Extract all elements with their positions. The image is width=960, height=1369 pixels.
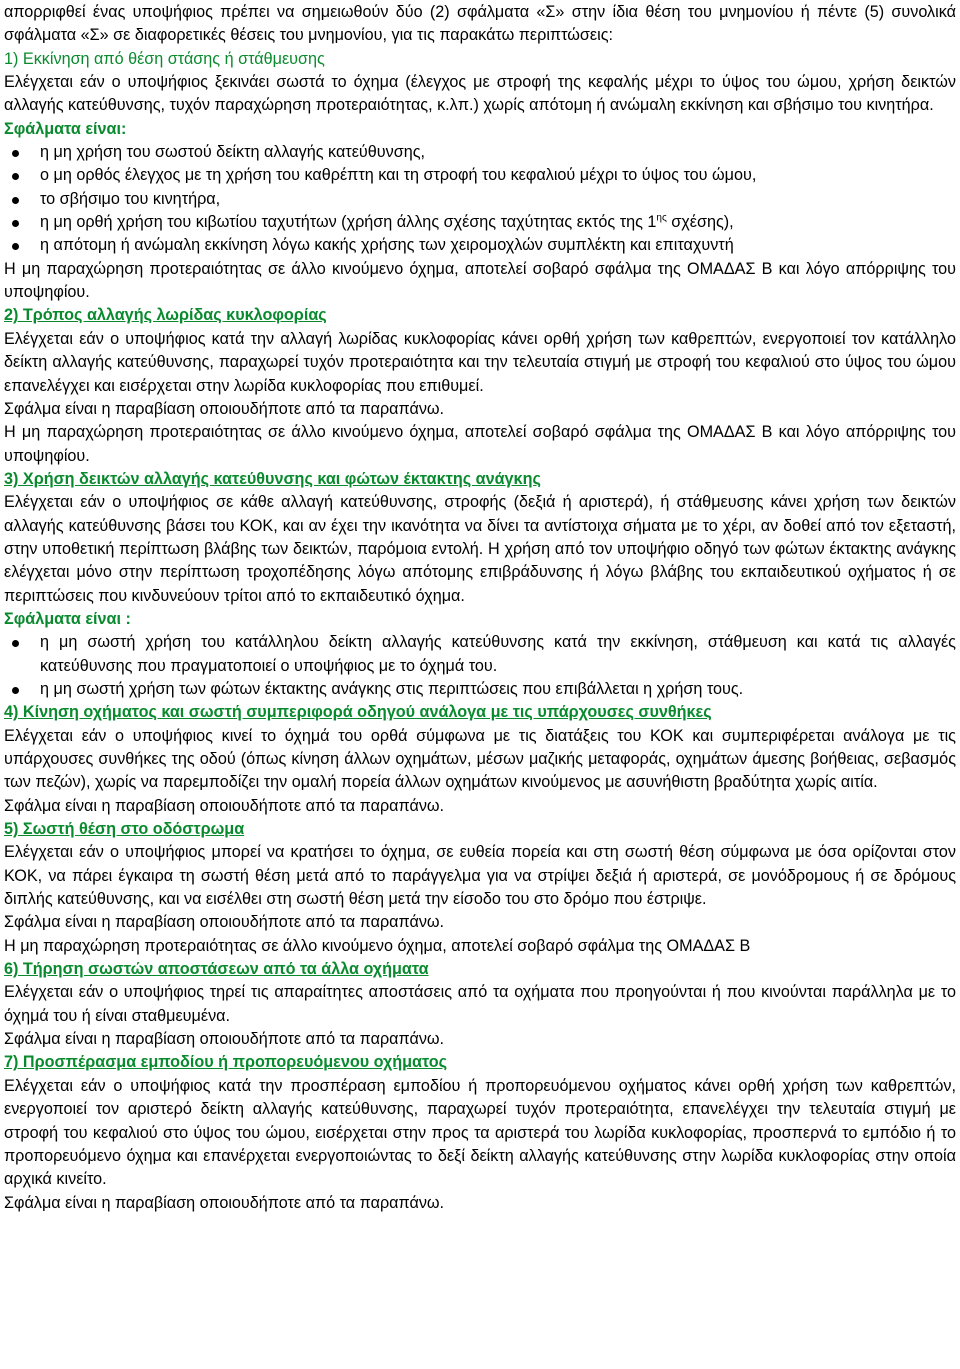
list-item: η μη σωστή χρήση των φώτων έκτακτης ανάγκης στις περιπτώσεις που επιβάλλεται η χρήση τους.: [40, 678, 956, 701]
superscript: ης: [656, 212, 667, 224]
intro-paragraph: απορριφθεί ένας υποψήφιος πρέπει να σημειωθούν δύο (2) σφάλματα «Σ» στην ίδια θέση του μνημονίου ή πέντε (5) συνολικά σφάλματα «Σ» σε διαφορετικές θέσεις του μνημονίου, για τις παρακάτω περιπτώσεις:: [4, 3, 956, 45]
section7-body: Ελέγχεται εάν ο υποψήφιος κατά την προσπέραση εμποδίου ή προπορευόμενου οχήματος κάνει ορθή χρήση των καθρεπτών, ενεργοποιεί τον αριστερό δείκτη αλλαγής κατεύθυνσης, παραχωρεί τυχόν προτεραιότητα, επανελέγχει την τελευταία στιγμή με στροφή του κεφαλιού στο ύψος του ώμου, εισέρχεται στην προς τα αριστερά του λωρίδα κυκλοφορίας, προσπερνά το εμπόδιο ή το προπορευόμενο όχημα και επανέρχεται ενεργοποιώντας το δεξί δείκτη αλλαγής κατεύθυνσης στην λωρίδα κυκλοφορίας στην οποία αρχικά κινείτο.: [4, 1076, 956, 1189]
section1-heading: 1) Εκκίνηση από θέση στάσης ή στάθμευσης: [4, 49, 325, 68]
section5-error: Σφάλμα είναι η παραβίαση οποιουδήποτε από τα παραπάνω.: [4, 913, 445, 932]
section1-serious-error: Η μη παραχώρηση προτεραιότητας σε άλλο κινούμενο όχημα, αποτελεί σοβαρό σφάλμα της ΟΜΑΔΑΣ Β και λόγο απόρριψης του υποψηφίου.: [4, 259, 956, 302]
list-item: η μη χρήση του σωστού δείκτη αλλαγής κατεύθυνσης,: [40, 141, 956, 164]
section1-body: Ελέγχεται εάν ο υποψήφιος ξεκινάει σωστά το όχημα (έλεγχος με στροφή της κεφαλής μέχρι το ύψος του ώμου, χρήση δεικτών αλλαγής κατεύθυνσης, τυχόν παραχώρηση προτεραιότητας, κ.λπ.) χωρίς απότομη ή ανώμαλη εκκίνηση και σβήσιμο του κινητήρα.: [4, 73, 956, 115]
list-item: η μη ορθή χρήση του κιβωτίου ταχυτήτων (χρήση άλλης σχέσης ταχύτητας εκτός της $1^{\eta\varsigma}$ σχέσης),: [40, 211, 956, 234]
section6-heading: 6) Τήρηση σωστών αποστάσεων από τα άλλα οχήματα: [4, 960, 429, 979]
section3-error-list: [4, 631, 956, 701]
section2-error: Σφάλμα είναι η παραβίαση οποιουδήποτε από τα παραπάνω.: [4, 399, 445, 418]
section7-error: Σφάλμα είναι η παραβίαση οποιουδήποτε από τα παραπάνω.: [4, 1193, 445, 1212]
section6-error: Σφάλμα είναι η παραβίαση οποιουδήποτε από τα παραπάνω.: [4, 1030, 445, 1049]
section2-body: Ελέγχεται εάν ο υποψήφιος κατά την αλλαγή λωρίδας κυκλοφορίας κάνει ορθή χρήση των καθρεπτών, ενεργοποιεί τον κατάλληλο δείκτη αλλαγής κατεύθυνσης, παραχωρεί τυχόν προτεραιότητα και την τελευταία στιγμή με στροφή του κεφαλιού στο ύψος του ώμου επανελέγχει και εισέρχεται στην λωρίδα κυκλοφορίας που επιθυμεί.: [4, 329, 956, 395]
section3-heading: 3) Χρήση δεικτών αλλαγής κατεύθυνσης και φώτων έκτακτης ανάγκης: [4, 469, 541, 488]
bullet-icon: [12, 640, 19, 647]
section5-serious-error: Η μη παραχώρηση προτεραιότητας σε άλλο κινούμενο όχημα, αποτελεί σοβαρό σφάλμα της ΟΜΑΔΑΣ Β: [4, 936, 751, 955]
list-item: η μη σωστή χρήση του κατάλληλου δείκτη αλλαγής κατεύθυνσης κατά την εκκίνηση, στάθμευση και κατά τις αλλαγές κατεύθυνσης που πραγματοποιεί ο υποψήφιος με το όχημά του.: [40, 631, 956, 678]
bullet-icon: [12, 173, 19, 180]
section4-body: Ελέγχεται εάν ο υποψήφιος κινεί το όχημά του ορθά σύμφωνα με τις διατάξεις του ΚΟΚ και συμπεριφέρεται ανάλογα με τις υπάρχουσες συνθήκες της οδού (όπως κίνηση άλλων οχημάτων, μέσων μαζικής μεταφοράς, οχημάτων άμεσης βοήθειας, σεβασμός των πεζών), χωρίς να παρεμποδίζει την ομαλή πορεία άλλων οχημάτων κινούμενος με ασυνήθιστη βραδύτητα χωρίς αιτία.: [4, 726, 956, 792]
section1-error-list: [4, 141, 956, 258]
bullet-icon: [12, 243, 19, 250]
section1-errors-label: Σφάλματα είναι:: [4, 119, 127, 138]
section2-heading: 2) Τρόπος αλλαγής λωρίδας κυκλοφορίας: [4, 306, 327, 325]
bullet-icon: [12, 220, 19, 227]
bullet-icon: [12, 687, 19, 694]
section7-heading: 7) Προσπέρασμα εμποδίου ή προπορευόμενου οχήματος: [4, 1053, 448, 1072]
list-item: ο μη ορθός έλεγχος με τη χρήση του καθρέπτη και τη στροφή του κεφαλιού μέχρι το ύψος του ώμου,: [40, 164, 956, 187]
section3-body: Ελέγχεται εάν ο υποψήφιος σε κάθε αλλαγή κατεύθυνσης, στροφής (δεξιά ή αριστερά), ή στάθμευσης κάνει χρήση των δεικτών αλλαγής κατεύθυνσης βάσει του ΚΟΚ, και αν έχει την ικανότητα να δίνει τα αντίστοιχα σήματα με το χέρι, αν δοθεί από τον εξεταστή, στην υποθετική περίπτωση βλάβης των δεικτών, παρόμοια εντολή. Η χρήση από τον υποψήφιο οδηγό των φώτων έκτακτης ανάγκης ελέγχεται μόνο στην περίπτωση τροχοπέδησης λόγω απότομης επιβράδυνσης ή λόγω βλάβης του εκπαιδευτικού οχήματος ή σε περιπτώσεις που κινδυνεύουν τρίτοι από το εκπαιδευτικό όχημα.: [4, 493, 956, 605]
bullet-icon: [12, 150, 19, 157]
section5-heading: 5) Σωστή θέση στο οδόστρωμα: [4, 820, 245, 839]
section4-error: Σφάλμα είναι η παραβίαση οποιουδήποτε από τα παραπάνω.: [4, 796, 445, 815]
section4-heading: 4) Κίνηση οχήματος και σωστή συμπεριφορά οδηγού ανάλογα με τις υπάρχουσες συνθήκες: [4, 703, 712, 722]
section3-errors-label: Σφάλματα είναι :: [4, 609, 131, 628]
section6-body: Ελέγχεται εάν ο υποψήφιος τηρεί τις απαραίτητες αποστάσεις από τα οχήματα που προηγούνται ή που κινούνται παράλληλα με το όχημά του ή είναι σταθμευμένα.: [4, 983, 956, 1025]
section2-serious-error: Η μη παραχώρηση προτεραιότητας σε άλλο κινούμενο όχημα, αποτελεί σοβαρό σφάλμα της ΟΜΑΔΑΣ Β και λόγο απόρριψης του υποψηφίου.: [4, 423, 956, 465]
list-item: το σβήσιμο του κινητήρα,: [40, 188, 956, 211]
bullet-icon: [12, 197, 19, 204]
list-item: η απότομη ή ανώμαλη εκκίνηση λόγω κακής χρήσης των χειρομοχλών συμπλέκτη και επιταχυντή: [40, 234, 956, 257]
section5-body: Ελέγχεται εάν ο υποψήφιος μπορεί να κρατήσει το όχημα, σε ευθεία πορεία και στη σωστή θέση σύμφωνα με όσα ορίζονται στον ΚΟΚ, να πάρει έγκαιρα τη σωστή θέση μετά από το παράγγελμα για να στρίψει δεξιά ή αριστερά, σε μονόδρομους ή σε δρόμους διπλής κατεύθυνσης, και να εισέλθει στη σωστή θέση μετά την είσοδο του στο δρόμο που έστριψε.: [4, 843, 956, 909]
